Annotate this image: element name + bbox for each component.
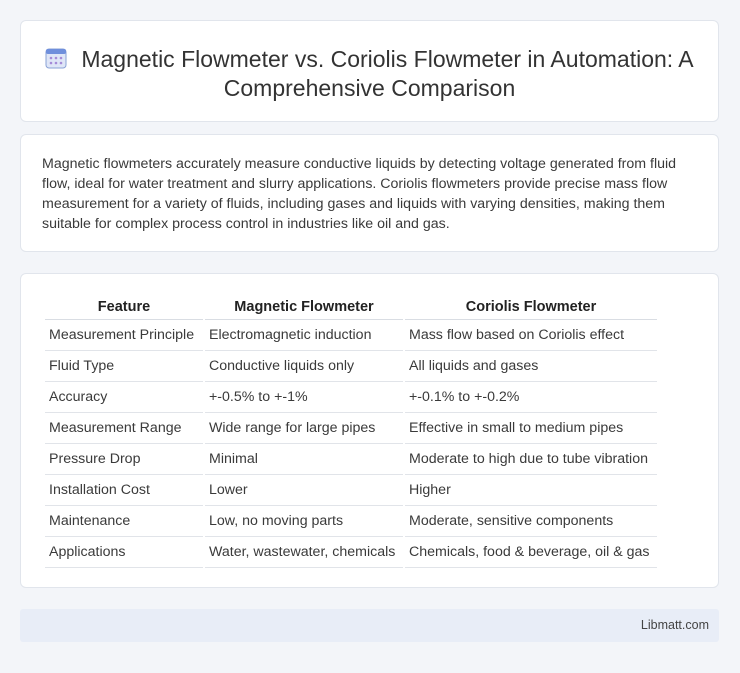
table-row [45, 320, 657, 351]
table-row [45, 537, 657, 568]
page-title-wrap [21, 45, 718, 103]
table-row [45, 506, 657, 537]
table-cell: Conductive liquids only [205, 351, 403, 382]
table-cell: Measurement Principle [45, 320, 203, 351]
table-cell: Pressure Drop [45, 444, 203, 475]
table-cell: Water, wastewater, chemicals [205, 537, 403, 568]
column-header-feature: Feature [45, 294, 203, 320]
table-cell: +-0.5% to +-1% [205, 382, 403, 413]
footer-bar [20, 609, 719, 642]
table-cell: Maintenance [45, 506, 203, 537]
column-header-magnetic: Magnetic Flowmeter [205, 294, 403, 320]
table-cell: Higher [405, 475, 657, 506]
table-row [45, 382, 657, 413]
table-cell: Applications [45, 537, 203, 568]
table-cell: Measurement Range [45, 413, 203, 444]
table-cell: All liquids and gases [405, 351, 657, 382]
table-row [45, 351, 657, 382]
table-cell: Chemicals, food & beverage, oil & gas [405, 537, 657, 568]
comparison-card [20, 273, 719, 588]
table-cell: Electromagnetic induction [205, 320, 403, 351]
table-cell: Minimal [205, 444, 403, 475]
title-card [20, 20, 719, 122]
comparison-table [43, 294, 659, 568]
table-cell: Wide range for large pipes [205, 413, 403, 444]
table-cell: Low, no moving parts [205, 506, 403, 537]
column-header-coriolis: Coriolis Flowmeter [405, 294, 657, 320]
table-cell: Moderate to high due to tube vibration [405, 444, 657, 475]
table-cell: Mass flow based on Coriolis effect [405, 320, 657, 351]
footer-brand-link[interactable]: Libmatt.com [640, 618, 709, 632]
table-cell: Fluid Type [45, 351, 203, 382]
table-cell: Lower [205, 475, 403, 506]
table-cell: Accuracy [45, 382, 203, 413]
table-cell: Installation Cost [45, 475, 203, 506]
table-header-row [45, 294, 657, 320]
table-cell: Effective in small to medium pipes [405, 413, 657, 444]
intro-paragraph: Magnetic flowmeters accurately measure conductive liquids by detecting voltage generated from fluid flow, ideal for water treatment and slurry applications. Coriolis flowmeters provide precise mass flow measurement for a variety of fluids, including gases and liquids with varying densities, making them suitable for complex process control in industries like oil and gas. [42, 156, 677, 232]
page-title: Magnetic Flowmeter vs. Coriolis Flowmeter in Automation: A Comprehensive Comparison [81, 46, 694, 101]
table-row [45, 444, 657, 475]
intro-card [20, 134, 719, 252]
table-row [45, 475, 657, 506]
calendar-icon [45, 47, 67, 69]
table-cell: +-0.1% to +-0.2% [405, 382, 657, 413]
table-cell: Moderate, sensitive components [405, 506, 657, 537]
table-row [45, 413, 657, 444]
